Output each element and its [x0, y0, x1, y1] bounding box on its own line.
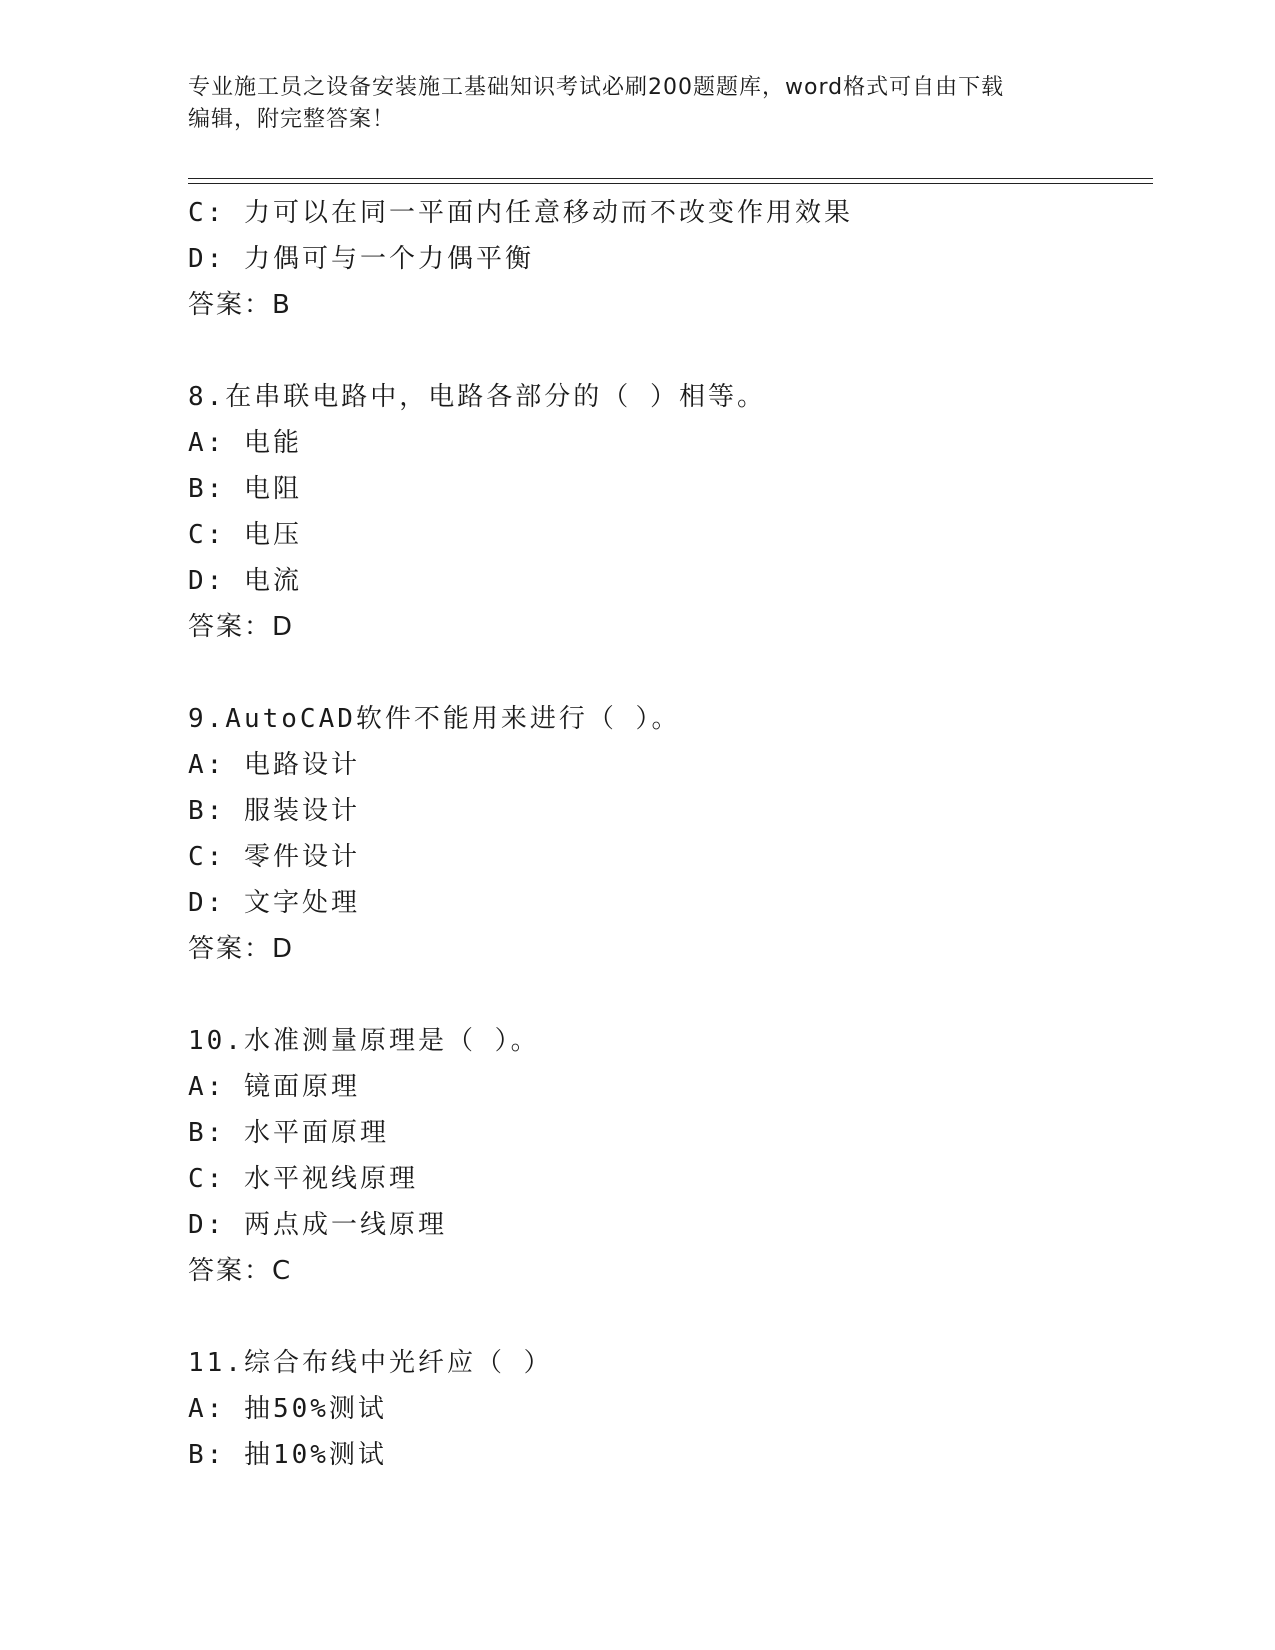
option-line: C: 水平视线原理	[188, 1164, 418, 1194]
question-line: 8.在串联电路中，电路各部分的（ ）相等。	[188, 382, 766, 412]
header-title-line-2: 编辑，附完整答案！	[188, 107, 396, 132]
option-line: B: 电阻	[188, 474, 302, 504]
spacer	[188, 972, 1148, 1018]
question-line: 11.综合布线中光纤应（ ）	[188, 1348, 553, 1378]
option-line: A: 电能	[188, 428, 302, 458]
header-divider-bottom	[188, 183, 1153, 184]
spacer	[188, 328, 1148, 374]
option-line: D: 电流	[188, 566, 302, 596]
option-line: B: 服装设计	[188, 796, 360, 826]
option-line: D: 两点成一线原理	[188, 1210, 447, 1240]
option-line: C: 电压	[188, 520, 302, 550]
answer-line: 答案：C	[188, 1256, 293, 1286]
option-line: A: 抽50%测试	[188, 1394, 387, 1424]
option-line: A: 电路设计	[188, 750, 360, 780]
option-line: D: 力偶可与一个力偶平衡	[188, 244, 534, 274]
spacer	[188, 1294, 1148, 1340]
answer-line: 答案：B	[188, 290, 292, 320]
option-line: B: 抽10%测试	[188, 1440, 387, 1470]
option-line: D: 文字处理	[188, 888, 360, 918]
answer-line: 答案：D	[188, 934, 295, 964]
document-header	[188, 72, 1068, 136]
option-line: C: 零件设计	[188, 842, 360, 872]
option-line: A: 镜面原理	[188, 1072, 360, 1102]
option-line: C: 力可以在同一平面内任意移动而不改变作用效果	[188, 198, 853, 228]
question-list	[188, 190, 1148, 1478]
header-title-line-1: 专业施工员之设备安装施工基础知识考试必刷200题题库，word格式可自由下载	[188, 75, 1005, 100]
question-line: 10.水准测量原理是（ ）。	[188, 1026, 540, 1056]
answer-line: 答案：D	[188, 612, 295, 642]
question-line: 9.AutoCAD软件不能用来进行（ ）。	[188, 704, 681, 734]
header-divider-top	[188, 178, 1153, 179]
spacer	[188, 650, 1148, 696]
option-line: B: 水平面原理	[188, 1118, 389, 1148]
